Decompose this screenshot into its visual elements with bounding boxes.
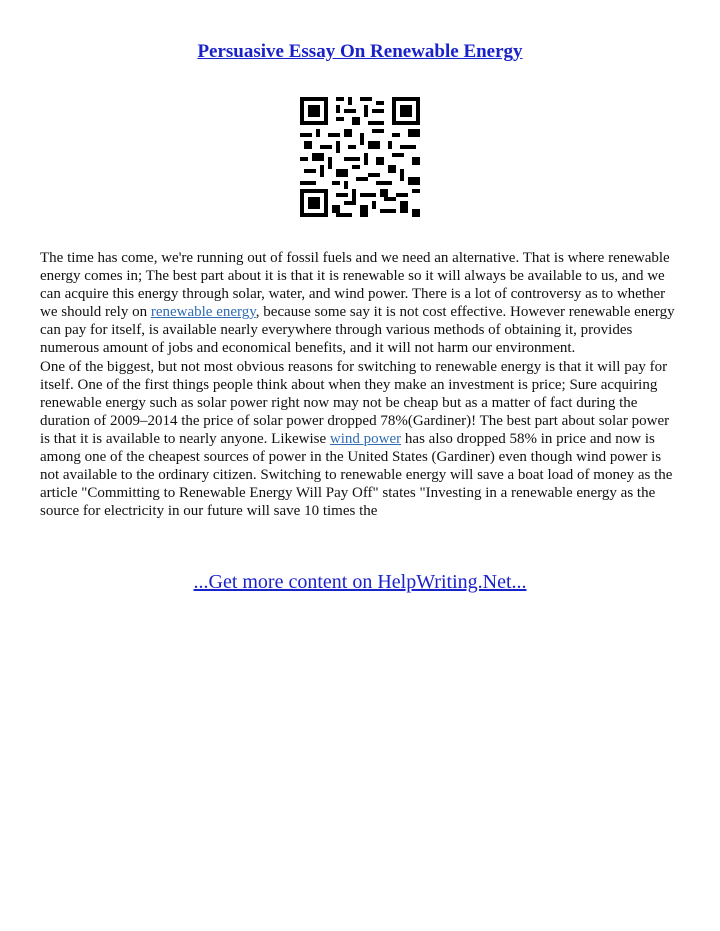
essay-paragraph-1	[40, 249, 680, 358]
renewable-energy-link[interactable]: renewable energy	[150, 304, 256, 321]
paragraph-text: One of the biggest, but not most obvious reasons for switching to renewable energy is that it will pay for itself. One of the first things people think about when they make an investment is price; Sure acquiring renewable energy such as solar power right now may not be cheap but as a matter of fact during the duration of 2009–2014 the price of solar power dropped 78%(Gardiner)! The best part about solar power is that it is available to nearly anyone. Likewise	[40, 358, 670, 447]
paragraph-text: has also dropped 58% in price and now is among one of the cheapest sources of power in the United States (Gardiner) even though wind power is not available to the ordinary citizen. Switching to renewable energy will save a boat load of money as the article "Committing to Renewable Energy Will Pay Off" states "Investing in a renewable energy as the source for electricity in our future will save 10 times the	[40, 430, 673, 520]
paragraph-text: The time has come, we're running out of fossil fuels and we need an alternative. That is where renewable energy comes in; The best part about it is that it is renewable so it will always be available to us, and we can acquire this energy through solar, water, and wind power. There is a lot of controversy as to whether we should rely on	[40, 250, 670, 321]
wind-power-link[interactable]: wind power	[329, 430, 402, 447]
qr-code-icon	[300, 97, 420, 217]
essay-paragraph-2	[40, 358, 680, 521]
essay-body	[40, 249, 680, 520]
paragraph-text: , because some say it is not cost effective. However renewable energy can pay for itself, is available nearly everywhere through various methods of obtaining it, provides numerous amount of jobs and economical benefits, and it will not harm our environment.	[40, 304, 675, 357]
get-more-content-link[interactable]: ...Get more content on HelpWriting.Net...	[193, 571, 527, 593]
document-title[interactable]: Persuasive Essay On Renewable Energy	[197, 41, 523, 62]
